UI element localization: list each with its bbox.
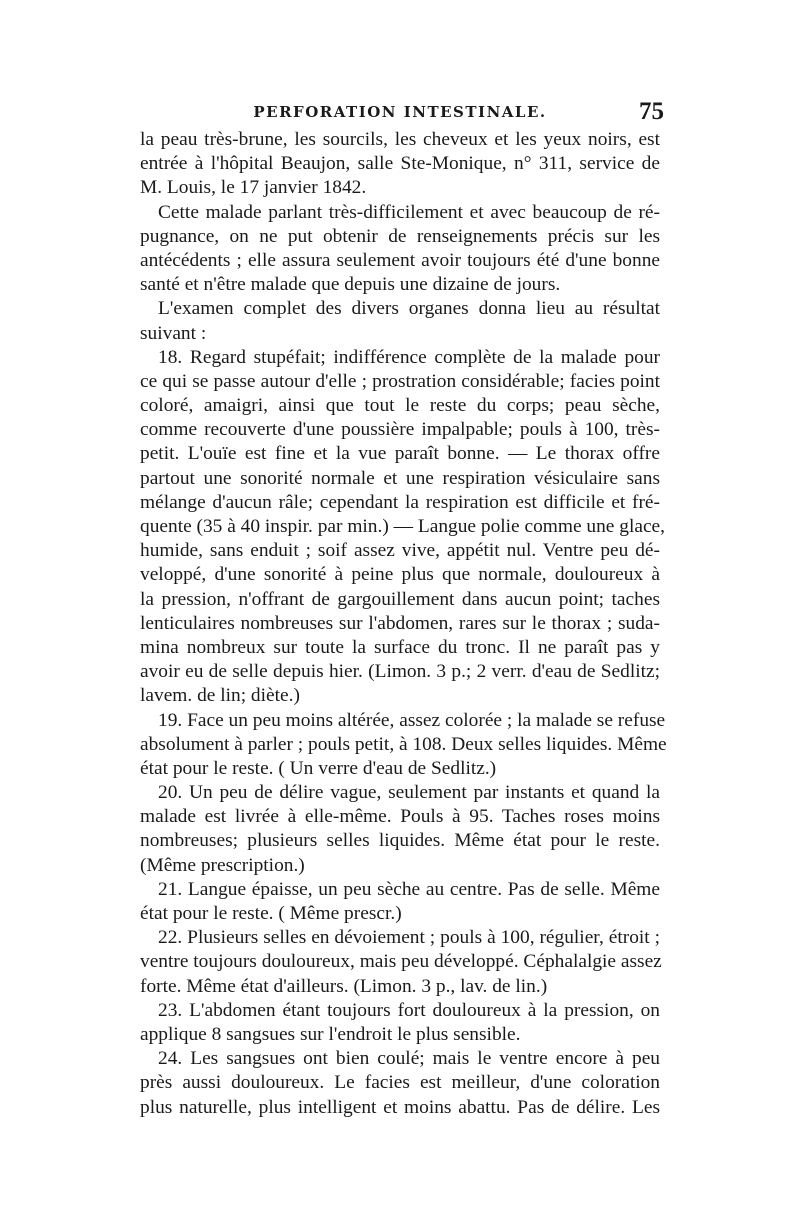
text-line: malade est livrée à elle-même. Pouls à 95. Taches roses moins: [140, 806, 660, 828]
text-line: ventre toujours douloureux, mais peu développé. Céphalalgie assez: [140, 951, 662, 973]
text-line: entrée à l'hôpital Beaujon, salle Ste-Monique, n° 311, service de: [140, 153, 660, 175]
text-line: (Même prescription.): [140, 854, 305, 876]
text-line: forte. Même état d'ailleurs. (Limon. 3 p., lav. de lin.): [140, 975, 548, 997]
text-line: ce qui se passe autour d'elle ; prostration considérable; facies point: [140, 370, 660, 392]
text-line: lenticulaires nombreuses sur l'abdomen, rares sur le thorax ; suda-: [140, 612, 660, 634]
text-line: 18. Regard stupéfait; indifférence complète de la malade pour: [158, 346, 660, 368]
text-line: quente (35 à 40 inspir. par min.) — Langue polie comme une glace,: [140, 516, 666, 537]
running-title: PERFORATION INTESTINALE.: [253, 103, 547, 121]
text-line: avoir eu de selle depuis hier. (Limon. 3 p.; 2 verr. d'eau de Sedlitz;: [140, 661, 660, 683]
text-line: pugnance, on ne put obtenir de renseignements précis sur les: [140, 225, 660, 247]
text-line: près aussi douloureux. Le facies est meilleur, d'une coloration: [140, 1072, 660, 1094]
text-line: petit. L'ouïe est fine et la vue paraît bonne. — Le thorax offre: [140, 443, 660, 465]
text-line: la peau très-brune, les sourcils, les cheveux et les yeux noirs, est: [140, 129, 660, 150]
text-line: 19. Face un peu moins altérée, assez colorée ; la malade se refuse: [158, 709, 666, 731]
body-text: [140, 128, 667, 1120]
text-line: 24. Les sangsues ont bien coulé; mais le ventre encore à peu: [158, 1048, 660, 1070]
text-line: état pour le reste. ( Un verre d'eau de Sedlitz.): [140, 757, 497, 779]
text-line: L'examen complet des divers organes donna lieu au résultat: [158, 298, 660, 320]
text-line: nombreuses; plusieurs selles liquides. Même état pour le reste.: [140, 830, 660, 852]
text-line: antécédents ; elle assura seulement avoir toujours été d'une bonne: [140, 249, 660, 271]
page-number: 75: [639, 98, 664, 125]
page-header: [140, 98, 664, 127]
text-line: 20. Un peu de délire vague, seulement par instants et quand la: [158, 782, 660, 804]
text-line: 22. Plusieurs selles en dévoiement ; pouls à 100, régulier, étroit ;: [158, 927, 660, 949]
text-line: 23. L'abdomen étant toujours fort douloureux à la pression, on: [158, 999, 660, 1021]
text-line: santé et n'être malade que depuis une dizaine de jours.: [140, 274, 561, 296]
text-line: partout une sonorité normale et une respiration vésiculaire sans: [140, 467, 660, 489]
text-line: coloré, amaigri, ainsi que tout le reste du corps; peau sèche,: [140, 395, 660, 417]
text-line: applique 8 sangsues sur l'endroit le plus sensible.: [140, 1023, 521, 1045]
text-line: M. Louis, le 17 janvier 1842.: [140, 177, 367, 199]
text-line: absolument à parler ; pouls petit, à 108. Deux selles liquides. Même: [140, 733, 667, 755]
text-line: état pour le reste. ( Même prescr.): [140, 903, 402, 924]
text-line: veloppé, d'une sonorité à peine plus que normale, douloureux à: [140, 564, 660, 586]
text-line: Cette malade parlant très-difficilement et avec beaucoup de ré-: [158, 201, 660, 223]
text-line: comme recouverte d'une poussière impalpable; pouls à 100, très-: [140, 419, 660, 441]
text-line: plus naturelle, plus intelligent et moins abattu. Pas de délire. Les: [140, 1096, 660, 1118]
text-line: mina nombreux sur toute la surface du tronc. Il ne paraît pas y: [140, 636, 660, 658]
text-line: humide, sans enduit ; soif assez vive, appétit nul. Ventre peu dé-: [140, 540, 660, 562]
text-line: la pression, n'offrant de gargouillement dans aucun point; taches: [140, 588, 660, 610]
text-line: mélange d'aucun râle; cependant la respiration est difficile et fré-: [140, 491, 660, 513]
text-line: suivant :: [140, 322, 207, 344]
text-line: lavem. de lin; diète.): [140, 685, 300, 707]
text-line: 21. Langue épaisse, un peu sèche au centre. Pas de selle. Même: [158, 878, 660, 900]
